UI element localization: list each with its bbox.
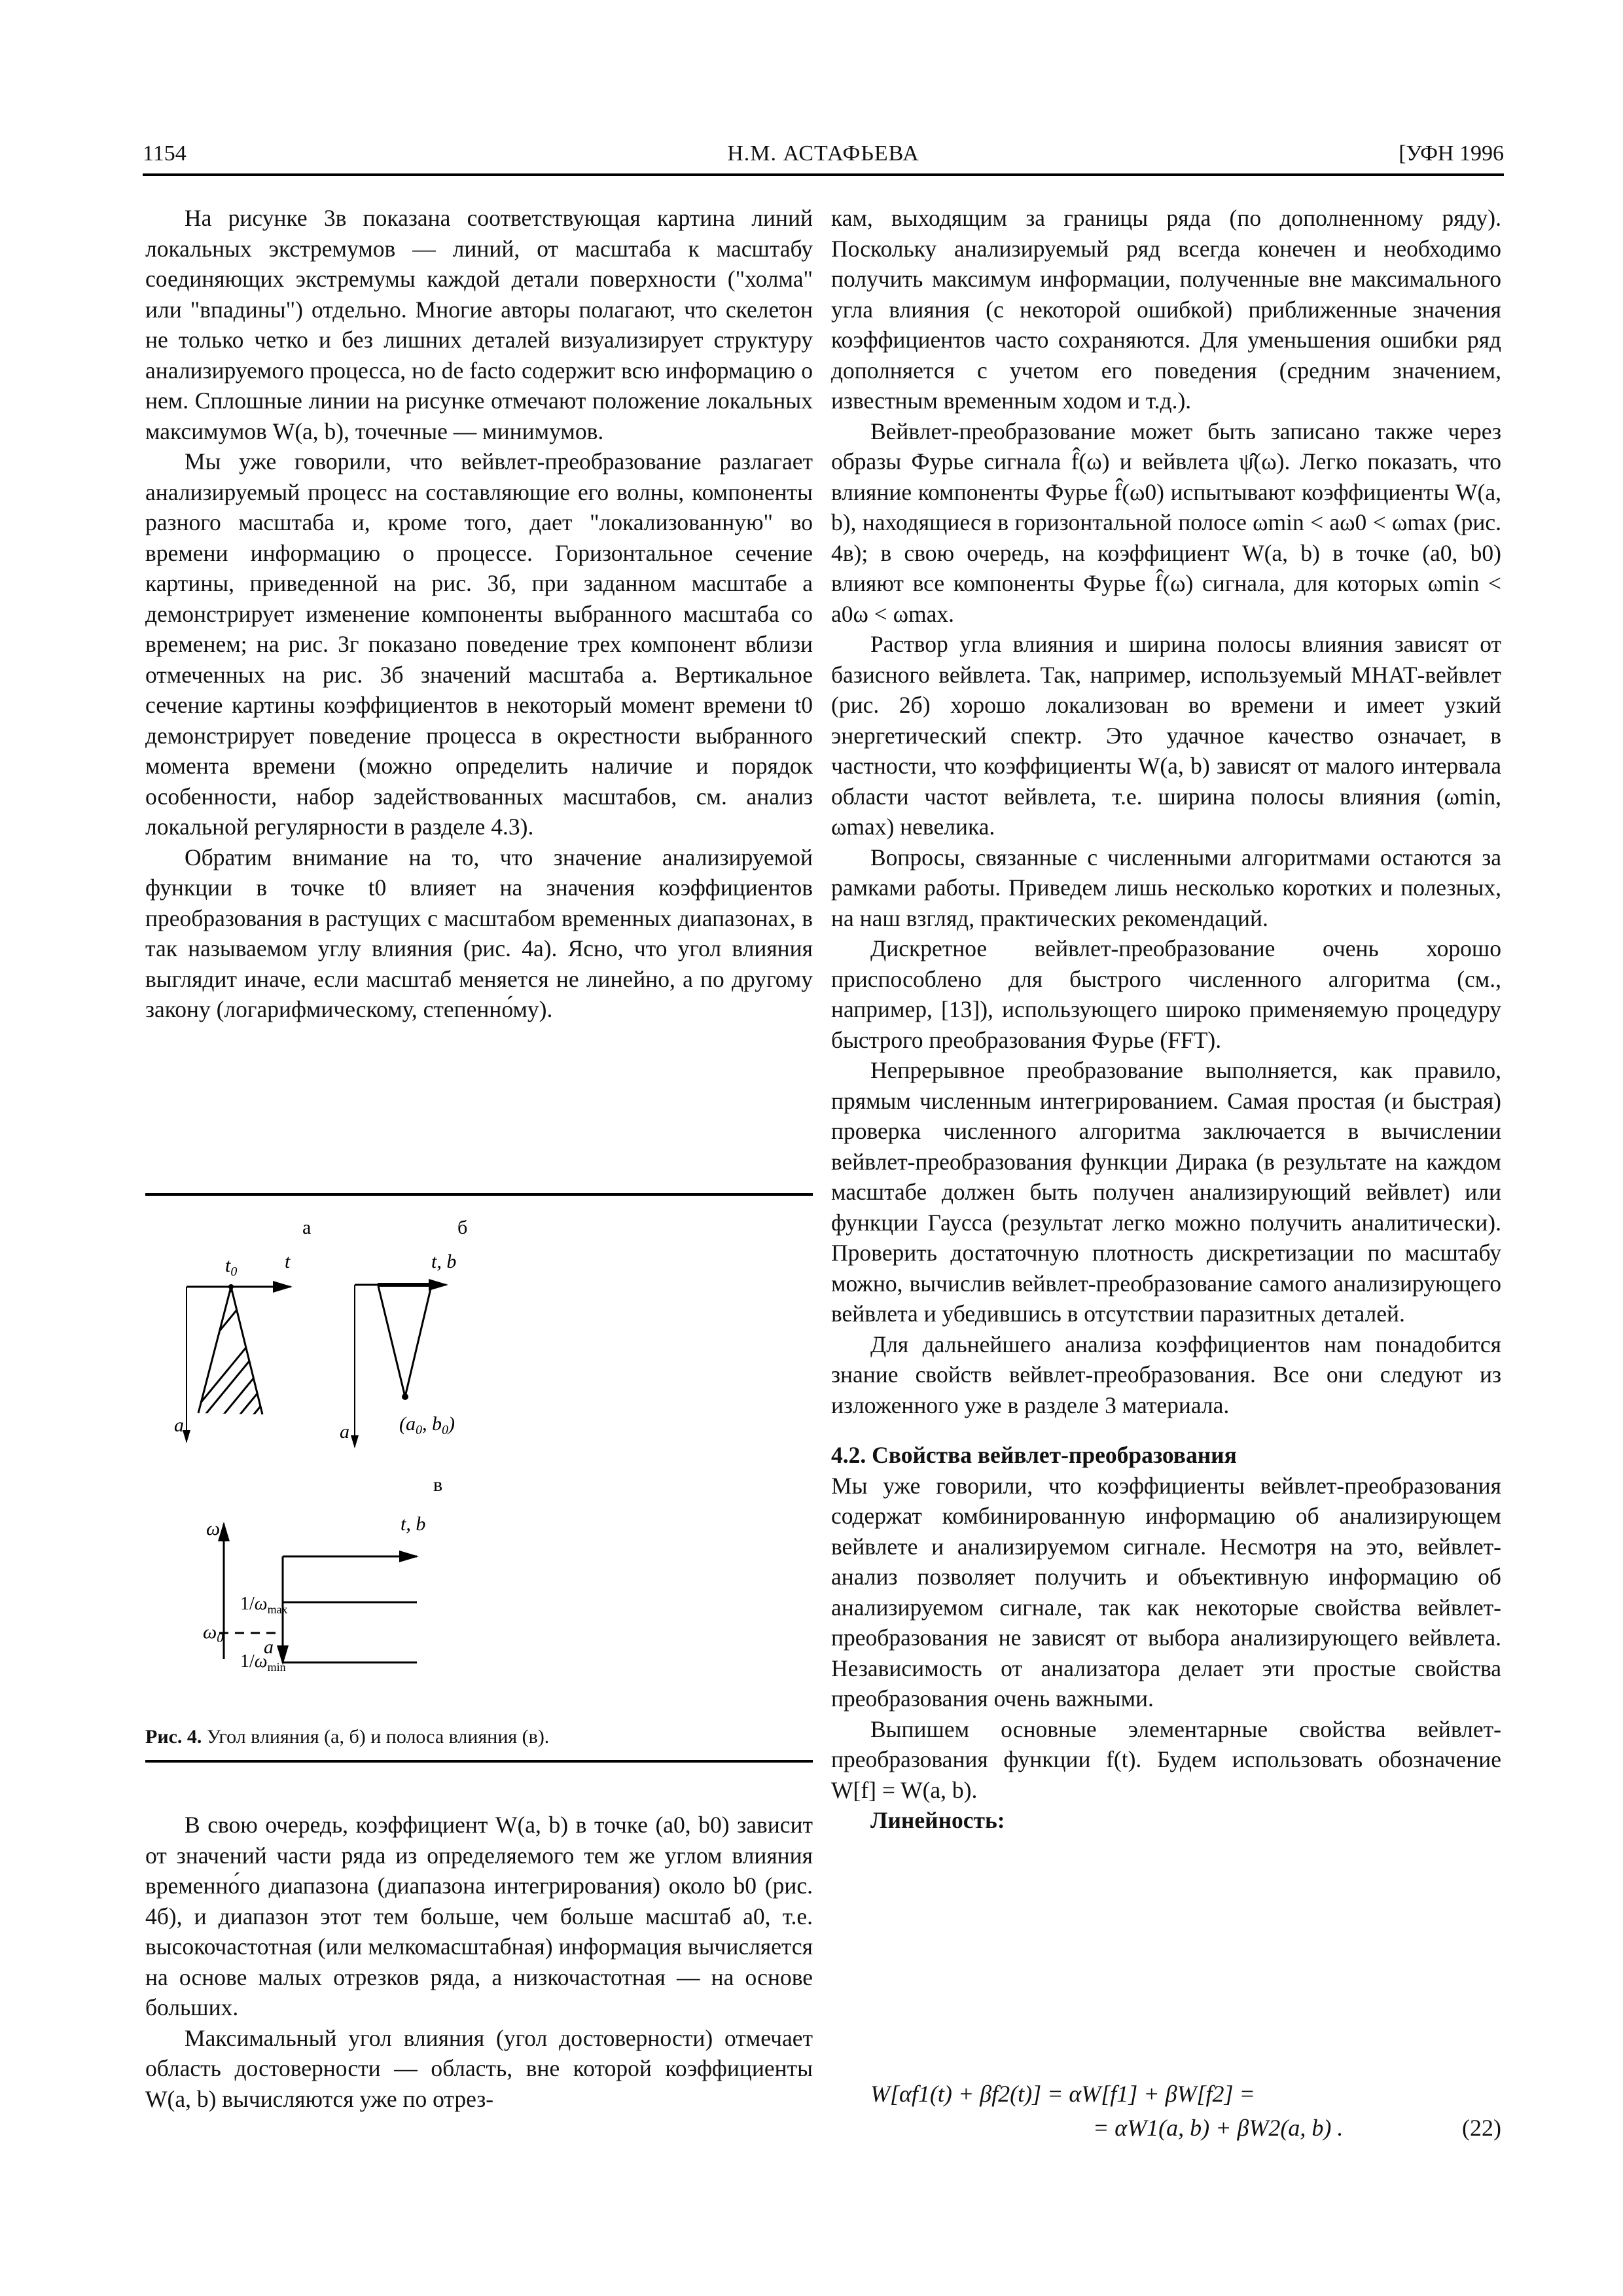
svg-text:1/ωmin: $1/\omega_{min}$ [240, 1651, 286, 1674]
svg-text:a: a [264, 1636, 274, 1658]
figure-caption [145, 1726, 549, 1748]
paragraph: кам, выходящим за границы ряда (по дополненному ряду). Поскольку анализируемый ряд всегда конечен и необходимо получить максимум информации, полученные вне максимального угла влияния (с некоторой ошибкой) приближенные значения коэффициентов часто сохраняются. Для уменьшения ошибки ряд дополняется с учетом его поведения (средним значением, известным временным ходом и т.д.). [831, 205, 1501, 414]
svg-text:t, b: t, b [431, 1251, 457, 1272]
paragraph: Вейвлет-преобразование может быть записано также через образы Фурье сигнала f̂(ω) и вейвлета ψ̂(ω). Легко показать, что влияние компоненты Фурье f̂(ω0) испытывают коэффициенты W(a, b), находящиеся в горизонтальной полосе ωmin < aω0 < ωmax (рис. 4в); в свою очередь, на коэффициент W(a, b) в точке (a0, b0) влияют все компоненты Фурье f̂(ω) сигнала, для которых ωmin < a0ω < ωmax. [831, 418, 1501, 627]
header-rule [143, 173, 1504, 176]
paragraph: Для дальнейшего анализа коэффициентов нам понадобится знание свойств вейвлет-преобразования. Все они следуют из изложенного уже в разделе 3 материала. [831, 1331, 1501, 1418]
figure-caption-text: Угол влияния (а, б) и полоса влияния (в). [202, 1726, 550, 1748]
panel-b-label: б [457, 1217, 468, 1238]
right-column [831, 203, 1501, 1836]
paragraph: Выпишем основные элементарные свойства вейвлет-преобразования функции f(t). Будем использовать обозначение W[f] = W(a, b). [831, 1715, 1501, 1803]
paragraph: Мы уже говорили, что вейвлет-преобразование разлагает анализируемый процесс на составляющие его волны, компоненты разного масштаба и, кроме того, дает "локализованную" во времени информацию о процессе. Горизонтальное сечение картины, приведенной на рис. 3б, при заданном масштабе a демонстрирует изменение компоненты выбранного масштаба со временем; на рис. 3г показано поведение трех компонент вблизи отмеченных на рис. 3б значений масштаба a. Вертикальное сечение картины коэффициентов в некоторый момент времени t0 демонстрирует поведение процесса в окрестности выбранного момента времени (можно определить наличие и порядок особенности, набор задействованных масштабов, см. анализ локальной регулярности в разделе 4.3). [145, 448, 813, 840]
paragraph: Мы уже говорили, что коэффициенты вейвлет-преобразования содержат комбинированную информацию об анализирующем вейвлете и анализируемом сигнале. Несмотря на это, вейвлет-анализ позволяет получить и объективную информацию об анализируемом сигнале, так как некоторые свойства вейвлет-преобразования не зависят от выбора анализирующего вейвлета. Независимость от анализатора делает эти простые свойства преобразования очень важными. [831, 1472, 1501, 1712]
paragraph: Вопросы, связанные с численными алгоритмами остаются за рамками работы. Приведем лишь несколько коротких и полезных, на наш взгляд, практических рекомендаций. [831, 844, 1501, 931]
svg-text:a: a [340, 1421, 349, 1443]
equation-line-1: W[αf1(t) + βf2(t)] = αW[f1] + βW[f2] = [870, 2081, 1255, 2107]
equation-line-2: = αW1(a, b) + βW2(a, b) . [1093, 2115, 1344, 2141]
paragraph: Максимальный угол влияния (угол достоверности) отмечает область достоверности — область, вне которой коэффициенты W(a, b) вычисляются уже по отрез- [145, 2024, 813, 2112]
property-heading: Линейность: [870, 1807, 1005, 1833]
paragraph: В свою очередь, коэффициент W(a, b) в точке (a0, b0) зависит от значений части ряда из определяемого тем же углом влияния временно́го диапазона (диапазона интегрирования) около b0 (рис. 4б), и диапазон этот тем больше, чем больше масштаб a0, т.е. высокочастотная (или мелкомасштабная) информация вычисляется на основе малых отрезков ряда, а низкочастотная — на основе больших. [145, 1812, 813, 2020]
running-header [143, 134, 1504, 173]
figure-caption-label: Рис. 4. [145, 1726, 202, 1748]
panel-a-influence-cone [171, 1210, 339, 1442]
svg-text:a: a [174, 1414, 184, 1436]
figure-rule-bottom [145, 1760, 813, 1763]
equation-number: (22) [1462, 2115, 1501, 2141]
panel-b-influence-cone [340, 1217, 467, 1447]
svg-text:t0: $t_0$ [225, 1255, 238, 1279]
paragraph: На рисунке 3в показана соответствующая картина линий локальных экстремумов — линий, от масштаба к масштабу соединяющих экстремумы каждой детали поверхности ("холма" или "впадины") отдельно. Многие авторы полагают, что скелетон не только четко и без лишних деталей визуализирует структуру анализируемого процесса, но de facto содержит всю информацию о нем. Сплошные линии на рисунке отмечают положение локальных максимумов W(a, b), точечные — минимумов. [145, 205, 813, 444]
svg-text:t: t [285, 1251, 291, 1272]
svg-text:1/ωmax: $1/\omega_{max}$ [240, 1594, 288, 1616]
paragraph: Раствор угла влияния и ширина полосы влияния зависят от базисного вейвлета. Так, например, используемый МНАТ-вейвлет (рис. 2б) хорошо локализован во времени и имеет узкий энергетический спектр. Это удачное качество означает, в частности, что коэффициенты W(a, b) зависят от малого интервала области частот вейвлета, т.е. ширина полосы влияния (ωmin, ωmax) невелика. [831, 631, 1501, 840]
equation-22 [831, 2080, 1501, 2165]
left-column-continued [145, 1810, 813, 2114]
paragraph: Дискретное вейвлет-преобразование очень хорошо приспособлено для быстрого численного алгоритма (см., например, [13]), использующего широко применяемую процедуру быстрого преобразования Фурье (FFT). [831, 935, 1501, 1053]
page-number: 1154 [143, 141, 187, 166]
panel-c-influence-band [203, 1474, 448, 1674]
left-column [145, 203, 813, 1025]
svg-text:ω: ω [206, 1518, 221, 1539]
svg-text:ω0: $\omega_0$ [203, 1621, 224, 1645]
panel-c-label: в [433, 1474, 443, 1496]
svg-text:(a0, b0): ($a_0$, $b_0$) [399, 1413, 455, 1437]
panel-a-label: а [302, 1217, 312, 1238]
paragraph: Непрерывное преобразование выполняется, как правило, прямым численным интегрированием. Самая простая (и быстрая) проверка численного алгоритма заключается в вычислении вейвлет-преобразования функции Дирака (в результате на каждом масштабе должен быть получен анализирующий вейвлет) или функции Гаусса (результат легко можно получить аналитически). Проверить достаточную плотность дискретизации по масштабу можно, вычислив вейвлет-преобразование самого анализирующего вейвлета и убедившись в отсутствии паразитных деталей. [831, 1057, 1501, 1327]
running-author: Н.М. АСТАФЬЕВА [727, 141, 919, 166]
figure-4-diagram [145, 1193, 813, 1723]
paragraph: Обратим внимание на то, что значение анализируемой функции в точке t0 влияет на значения коэффициентов преобразования в растущих с масштабом временных диапазонах, в так называемом углу влияния (рис. 4а). Ясно, что угол влияния выглядит иначе, если масштаб меняется не линейно, а по другому закону (логарифмическому, степенно́му). [145, 844, 813, 1022]
journal-reference: [УФН 1996 [1399, 141, 1504, 166]
figure-4 [145, 1193, 813, 1769]
svg-text:t, b: t, b [401, 1513, 426, 1535]
section-heading: 4.2. Свойства вейвлет-преобразования [831, 1442, 1237, 1468]
